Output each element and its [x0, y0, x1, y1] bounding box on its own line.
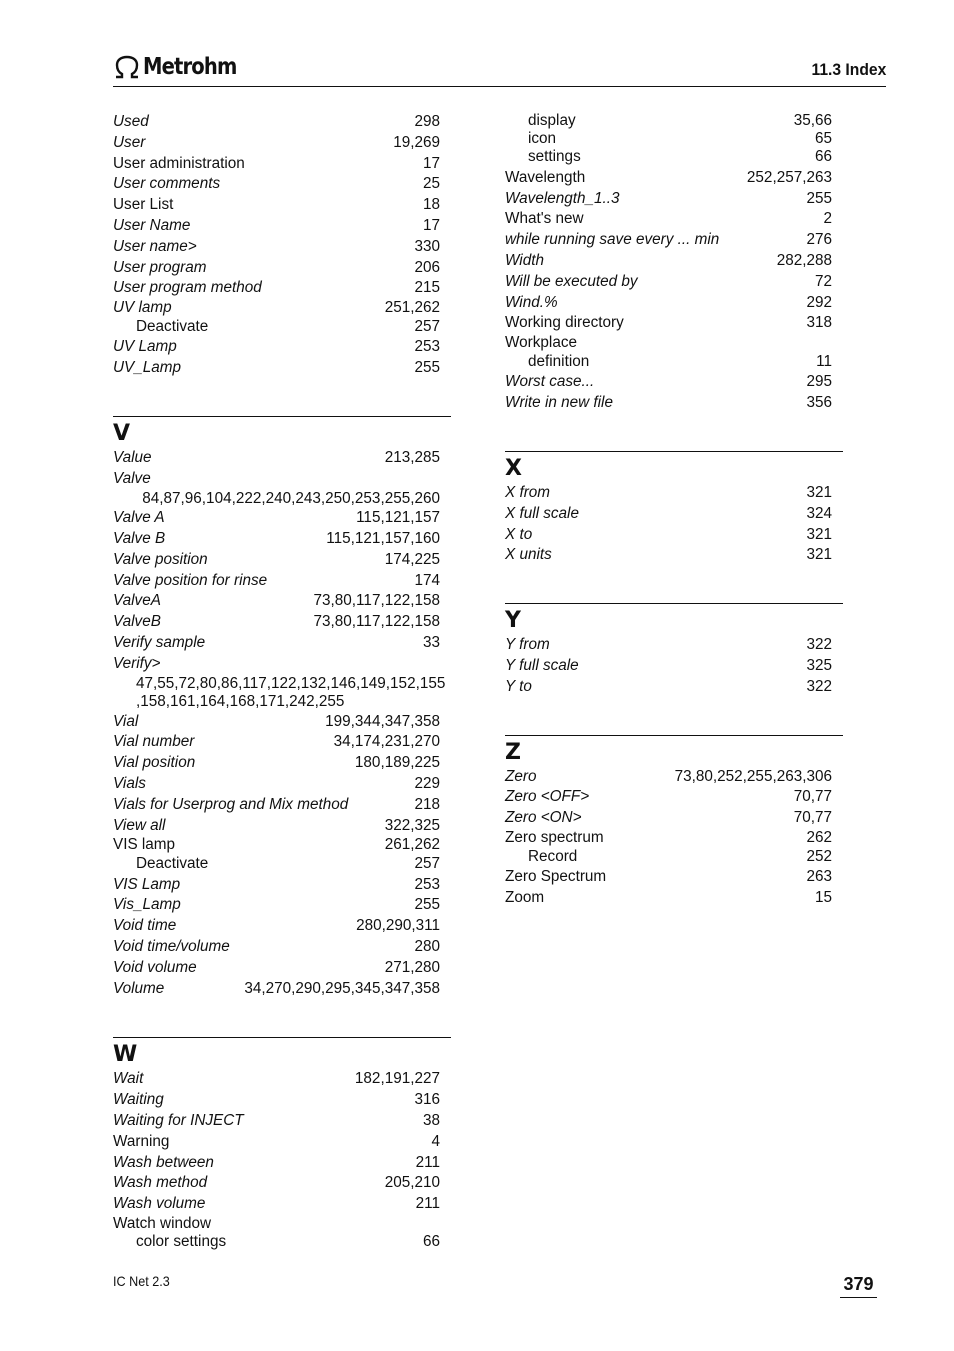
index-subentry: [505, 112, 832, 130]
index-entry: [505, 372, 832, 393]
index-entry: [113, 654, 440, 675]
index-entry: [505, 504, 832, 525]
page-refs: 206: [414, 258, 440, 276]
page-refs: 15: [814, 889, 832, 907]
page-refs: 213,285: [384, 449, 440, 467]
page-refs: 72: [814, 272, 832, 290]
index-term: ValveA: [113, 592, 161, 610]
index-term: Will be executed by: [505, 272, 638, 290]
index-subentry: [505, 847, 832, 868]
index-term: Y full scale: [505, 657, 579, 675]
index-entry: [113, 591, 440, 612]
index-entry: [113, 979, 440, 1000]
page-refs: 19,269: [393, 133, 440, 151]
left-column: [113, 112, 451, 1253]
page-refs: 17: [422, 154, 440, 172]
index-entry: [113, 337, 440, 358]
page-refs: 2: [823, 210, 832, 228]
index-entry: [113, 1069, 440, 1090]
index-subentry: [113, 854, 440, 875]
index-term: icon: [528, 129, 557, 147]
index-term: VIS Lamp: [113, 875, 181, 893]
page-refs: 318: [806, 314, 832, 332]
index-entry: [505, 251, 832, 272]
index-term: Vial position: [113, 754, 196, 772]
index-term: X units: [505, 546, 552, 564]
page-refs: 263: [806, 868, 832, 886]
index-entry: [113, 712, 440, 733]
page-refs: 70,77: [793, 788, 832, 806]
letter-section-v: [113, 416, 451, 447]
page-refs: 115,121,157: [356, 509, 440, 527]
index-subentry: [113, 317, 440, 338]
page-refs: 70,77: [793, 809, 832, 827]
page-refs: 298: [414, 113, 440, 130]
page-refs: 324: [806, 504, 832, 522]
index-entry: [113, 1194, 440, 1215]
index-entry: [113, 753, 440, 774]
letter-section-x: [505, 451, 843, 482]
index-term: Wavelength: [505, 168, 586, 186]
index-entry: [113, 529, 440, 550]
letter-section-z: [505, 735, 843, 766]
y-entries: [505, 635, 832, 697]
index-term: Zoom: [505, 889, 545, 907]
index-term: User comments: [113, 175, 221, 193]
page-refs: 66: [422, 1233, 440, 1251]
index-entry: [113, 174, 440, 195]
index-entry: [505, 230, 832, 251]
page-refs: 73,80,117,122,158: [313, 613, 440, 631]
page-refs: 211: [415, 1153, 440, 1171]
index-term: Vials for Userprog and Mix method: [113, 795, 349, 813]
page-refs: 73,80,252,255,263,306: [674, 767, 832, 785]
index-entry: [505, 787, 832, 808]
index-entry: [505, 808, 832, 829]
index-term: UV_Lamp: [113, 359, 182, 377]
page-refs: 321: [806, 546, 832, 564]
index-term: X full scale: [505, 504, 579, 522]
index-subentry: [505, 130, 832, 148]
index-entry: [113, 612, 440, 633]
index-term: Wash volume: [113, 1195, 206, 1213]
page-refs: 295: [806, 373, 832, 391]
page-refs: 174: [414, 571, 440, 589]
page-refs: 215: [414, 279, 440, 297]
index-term: Zero spectrum: [505, 829, 604, 847]
page-refs: 38: [422, 1111, 440, 1129]
index-entry: [505, 545, 832, 566]
page-refs: 321: [806, 484, 832, 502]
index-entry: [113, 795, 440, 816]
index-entry: [113, 836, 440, 854]
page-refs: 25: [422, 175, 440, 193]
index-term: UV Lamp: [113, 338, 177, 356]
index-term: while running save every ... min: [505, 231, 720, 249]
page-refs: 211: [415, 1195, 440, 1213]
page-refs: 253: [414, 875, 440, 893]
index-term: Valve: [113, 469, 151, 487]
page-refs: 199,344,347,358: [325, 712, 440, 730]
page-refs: 292: [806, 293, 832, 311]
page-refs: 261,262: [384, 836, 440, 854]
index-term: Valve A: [113, 509, 165, 527]
page-refs: 321: [806, 525, 832, 543]
page-refs-wrapped: ,158,161,164,168,171,242,255: [136, 693, 345, 711]
index-term: Write in new file: [505, 394, 613, 412]
page-refs: 180,189,225: [354, 754, 440, 772]
index-term: Zero <ON>: [505, 809, 582, 827]
index-entry: [505, 168, 832, 189]
index-term: What's new: [505, 210, 584, 228]
index-entry: [505, 867, 832, 888]
index-term: Wash method: [113, 1174, 208, 1192]
page-refs: 66: [814, 148, 832, 165]
page-refs: 280,290,311: [356, 917, 440, 935]
index-entry: [113, 278, 440, 299]
index-term: Valve B: [113, 529, 166, 547]
index-entry: [113, 1215, 440, 1233]
index-entry: [505, 635, 832, 656]
index-term: User program: [113, 258, 207, 276]
v-entries: [113, 448, 446, 999]
page-refs: 34,270,290,295,345,347,358: [244, 979, 440, 997]
page-refs: 251,262: [384, 299, 440, 317]
page-refs: 255: [806, 189, 832, 207]
page-refs: 322,325: [384, 816, 440, 834]
page-refs: 11: [816, 352, 832, 370]
w-entries-continued: [505, 112, 832, 414]
index-entry: [505, 189, 832, 210]
letter-heading: X: [505, 456, 522, 482]
index-term: Void volume: [113, 958, 197, 976]
page-refs: 322: [806, 636, 832, 654]
index-entry: [113, 1090, 440, 1111]
page-refs: 4: [431, 1132, 440, 1150]
index-term: X from: [505, 484, 551, 502]
index-term: X to: [505, 525, 533, 543]
index-entry: [113, 937, 440, 958]
index-term: Zero Spectrum: [505, 868, 607, 886]
index-term: settings: [528, 148, 581, 165]
index-term: View all: [113, 816, 166, 834]
index-term: color settings: [136, 1233, 227, 1251]
index-term: Verify>: [113, 654, 161, 672]
letter-heading: Z: [505, 739, 521, 765]
index-entry: [113, 358, 440, 379]
index-entry: [113, 133, 440, 154]
index-term: Volume: [113, 979, 165, 997]
index-entry: [113, 633, 440, 654]
page-refs: 325: [806, 657, 832, 675]
index-term: Wind.%: [505, 293, 558, 311]
index-entry: [113, 195, 440, 216]
page-refs: 255: [414, 896, 440, 914]
index-term: UV lamp: [113, 299, 172, 317]
page-refs: 262: [806, 829, 832, 847]
index-entry: [113, 299, 440, 317]
page-refs: 271,280: [384, 958, 440, 976]
index-term: VIS lamp: [113, 836, 176, 854]
index-term: Valve position for rinse: [113, 571, 268, 589]
index-term: Waiting: [113, 1091, 164, 1109]
index-entry: [113, 958, 440, 979]
index-term: Vial number: [113, 733, 195, 751]
index-entry: [505, 293, 832, 314]
page-header: [113, 54, 886, 87]
index-entry: [505, 767, 832, 788]
page-refs: 17: [422, 216, 440, 234]
index-term: User name>: [113, 237, 197, 255]
page-refs: 33: [422, 633, 440, 651]
page-refs: 252,257,263: [746, 168, 832, 186]
index-term: Warning: [113, 1132, 170, 1150]
index-term: Wavelength_1..3: [505, 189, 620, 207]
z-entries: [505, 767, 832, 909]
index-entry: [505, 656, 832, 677]
index-term: definition: [528, 352, 590, 370]
page-refs-wrapped: 84,87,96,104,222,240,243,250,253,255,260: [142, 489, 440, 507]
index-subentry: [505, 147, 832, 168]
index-entry: [113, 895, 440, 916]
index-term: Void time: [113, 917, 177, 935]
right-column: [505, 112, 843, 909]
page-refs-wrapped: 47,55,72,80,86,117,122,132,146,149,152,155: [136, 674, 446, 692]
page-refs: 356: [806, 394, 832, 412]
index-term: Working directory: [505, 314, 624, 332]
index-term: Waiting for INJECT: [113, 1111, 244, 1129]
page-number: 379: [840, 1274, 877, 1298]
index-entry: [505, 677, 832, 698]
index-term: Width: [505, 251, 544, 269]
index-term: Y to: [505, 677, 532, 695]
page-refs: 35,66: [793, 112, 832, 129]
page-refs: 282,288: [776, 251, 832, 269]
index-term: Record: [528, 847, 578, 865]
index-entry: [113, 154, 440, 175]
index-entry: [113, 550, 440, 571]
index-entry: [113, 1132, 440, 1153]
letter-section-y: [505, 603, 843, 634]
index-entry: [113, 216, 440, 237]
page-refs: 218: [414, 795, 440, 813]
letter-heading: W: [113, 1042, 138, 1068]
index-term: Used: [113, 113, 149, 130]
page-refs: 255: [414, 359, 440, 377]
index-entry: [113, 1153, 440, 1174]
index-term: Wash between: [113, 1153, 214, 1171]
index-term: Valve position: [113, 550, 208, 568]
index-entry: [505, 393, 832, 414]
index-term: Void time/volume: [113, 938, 230, 955]
index-subentry: [505, 352, 832, 373]
index-entry: [505, 483, 832, 504]
page-refs: 322: [806, 677, 832, 695]
index-entry: [505, 888, 832, 909]
index-term: User program method: [113, 279, 262, 297]
page-refs: 229: [414, 774, 440, 792]
index-entry: [113, 237, 440, 258]
page-refs: 280: [414, 938, 440, 955]
index-entry: [505, 829, 832, 847]
index-term: Workplace: [505, 334, 577, 352]
index-term: Vial: [113, 712, 139, 730]
index-entry: [113, 774, 440, 795]
index-entry: [505, 334, 832, 352]
index-entry: [505, 209, 832, 230]
page-refs: 73,80,117,122,158: [313, 592, 440, 610]
index-term: User List: [113, 196, 174, 214]
index-term: Deactivate: [136, 854, 209, 872]
index-entry: [113, 875, 440, 896]
index-entry: [113, 732, 440, 753]
index-entry: [505, 272, 832, 293]
letter-heading: Y: [505, 608, 521, 634]
x-entries: [505, 483, 832, 566]
index-term: Worst case...: [505, 373, 595, 391]
w-entries: [113, 1069, 440, 1253]
index-term: Deactivate: [136, 317, 209, 335]
index-entry: [505, 525, 832, 546]
index-subentry: [113, 1232, 440, 1253]
index-term: ValveB: [113, 613, 161, 631]
brand-logo: [113, 54, 253, 80]
letter-section-w: [113, 1037, 451, 1068]
index-term: User: [113, 133, 146, 151]
index-term: User Name: [113, 216, 191, 234]
index-entry: [505, 313, 832, 334]
index-entry: [113, 508, 440, 529]
page-refs: 174,225: [384, 550, 440, 568]
index-term: Vis_Lamp: [113, 896, 181, 914]
page-refs: 182,191,227: [354, 1070, 440, 1088]
page-refs: 330: [414, 237, 440, 255]
page-refs: 252: [806, 847, 832, 865]
page-refs: 18: [422, 196, 440, 214]
index-term: Y from: [505, 636, 550, 654]
section-title: 11.3 Index: [811, 60, 886, 79]
omega-logo-icon: [113, 54, 141, 80]
page-refs: 205,210: [384, 1174, 440, 1192]
index-term: User administration: [113, 154, 245, 172]
index-term: Verify sample: [113, 633, 206, 651]
index-entry: [113, 1173, 440, 1194]
index-term: Zero: [505, 767, 537, 785]
index-term: Watch window: [113, 1214, 212, 1232]
page-refs: 316: [414, 1091, 440, 1109]
index-entry: [113, 258, 440, 279]
index-entry: [113, 916, 440, 937]
index-term: Vials: [113, 774, 146, 792]
index-entry: [113, 1111, 440, 1132]
brand-name: Metrohm: [143, 54, 237, 80]
index-entry: [113, 469, 440, 490]
index-entry: [113, 448, 440, 469]
page-refs: 253: [414, 338, 440, 356]
page-refs: 257: [414, 854, 440, 872]
footer-product: IC Net 2.3: [113, 1273, 170, 1289]
index-term: Value: [113, 449, 152, 467]
page-refs: 276: [806, 231, 832, 249]
page-refs: 257: [414, 317, 440, 335]
page-refs: 34,174,231,270: [333, 733, 440, 751]
u-entries-continued: [113, 112, 440, 379]
index-term: Zero <OFF>: [505, 788, 590, 806]
index-entry: [113, 571, 440, 592]
index-entry: [113, 816, 440, 837]
letter-heading: V: [113, 421, 131, 447]
index-term: display: [528, 112, 576, 129]
page-refs: 115,121,157,160: [326, 529, 440, 547]
page-refs: 65: [814, 129, 832, 147]
index-term: Wait: [113, 1070, 144, 1088]
index-entry: [113, 112, 440, 133]
